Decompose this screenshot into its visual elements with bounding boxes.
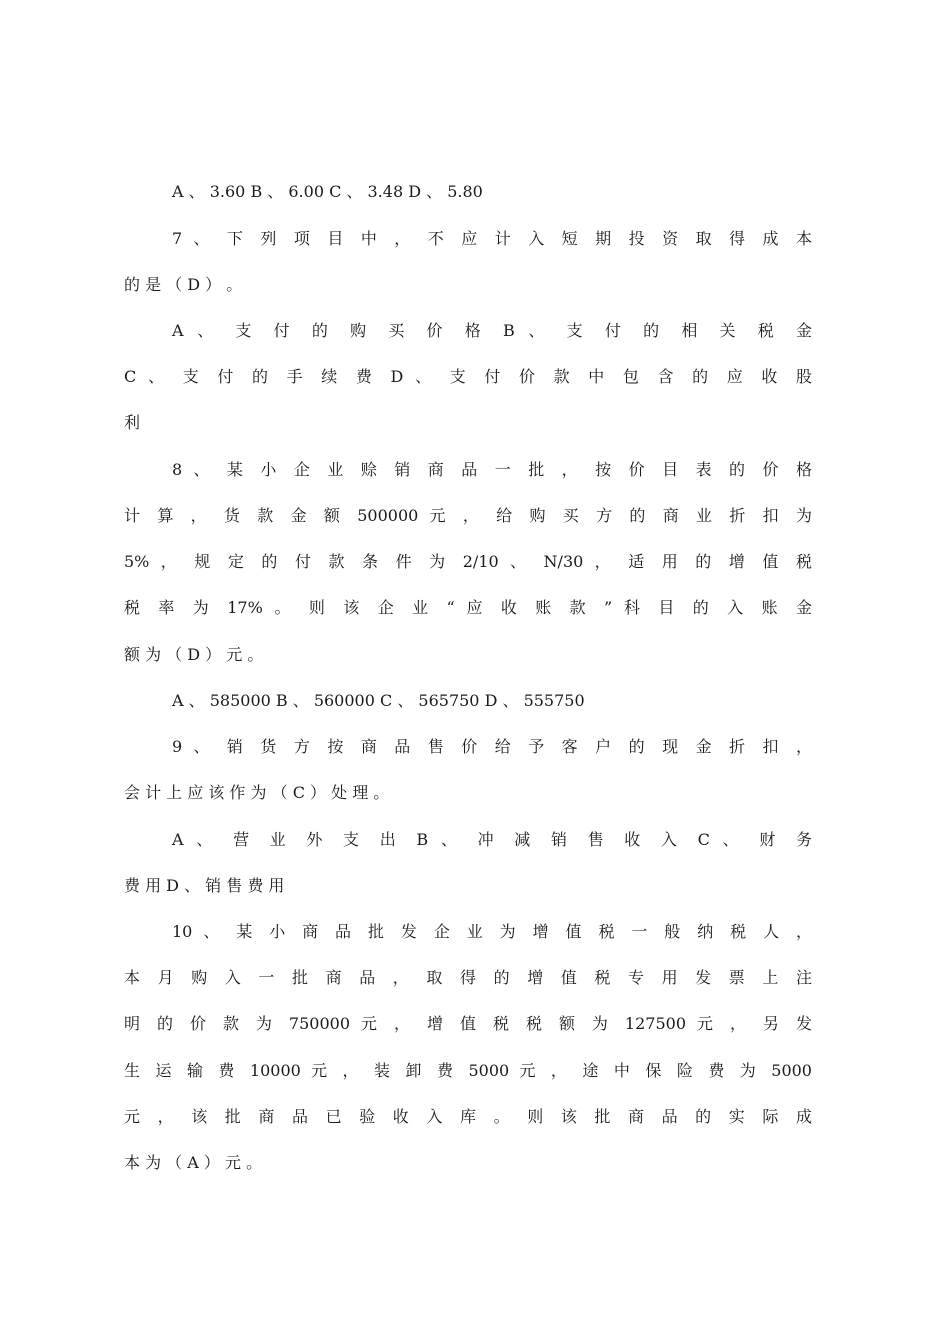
q7-options-line-3: 利 [124, 413, 141, 432]
q7-stem-line-1: 7 、 下 列 项 目 中 ， 不 应 计 入 短 期 投 资 取 得 成 本 [172, 229, 812, 248]
q8-stem-line-5: 额 为 （ D ） 元 。 [124, 645, 264, 664]
q6-options: A 、 3.60 B 、 6.00 C 、 3.48 D 、 5.80 [172, 182, 483, 201]
q10-stem-line-3: 明 的 价 款 为 750000 元 ， 增 值 税 税 额 为 127500 元 ， 另 发 [124, 1014, 812, 1033]
q7-stem-line-2: 的 是 （ D ） 。 [124, 275, 243, 294]
q8-stem-line-3: 5% ， 规 定 的 付 款 条 件 为 2/10 、 N/30 ， 适 用 的 增 值 税 [124, 552, 812, 571]
q7-options-line-2: C 、 支 付 的 手 续 费 D 、 支 付 价 款 中 包 含 的 应 收 股 [124, 367, 812, 386]
q10-stem-line-2: 本 月 购 入 一 批 商 品 ， 取 得 的 增 值 税 专 用 发 票 上 注 [124, 968, 812, 987]
q9-stem-line-2: 会 计 上 应 该 作 为 （ C ） 处 理 。 [124, 783, 390, 802]
q9-options-line-2: 费 用 D 、 销 售 费 用 [124, 876, 285, 895]
q10-stem-line-1: 10 、 某 小 商 品 批 发 企 业 为 增 值 税 一 般 纳 税 人 ， [172, 922, 812, 941]
q9-options-line-1: A 、 营 业 外 支 出 B 、 冲 减 销 售 收 入 C 、 财 务 [172, 830, 812, 849]
q8-stem-line-4: 税 率 为 17% 。 则 该 企 业 “ 应 收 账 款 ” 科 目 的 入 账 金 [124, 598, 812, 617]
q8-options: A 、 585000 B 、 560000 C 、 565750 D 、 555750 [172, 691, 585, 710]
q9-stem-line-1: 9 、 销 货 方 按 商 品 售 价 给 予 客 户 的 现 金 折 扣 ， [172, 737, 812, 756]
q10-stem-line-4: 生 运 输 费 10000 元 ， 装 卸 费 5000 元 ， 途 中 保 险 费 为 5000 [124, 1061, 812, 1080]
q10-stem-line-6: 本 为 （ A ） 元 。 [124, 1153, 263, 1172]
q8-stem-line-1: 8 、 某 小 企 业 赊 销 商 品 一 批 ， 按 价 目 表 的 价 格 [172, 460, 812, 479]
q7-options-line-1: A 、 支 付 的 购 买 价 格 B 、 支 付 的 相 关 税 金 [172, 321, 812, 340]
q8-stem-line-2: 计 算 ， 货 款 金 额 500000 元 ， 给 购 买 方 的 商 业 折 扣 为 [124, 506, 812, 525]
q10-stem-line-5: 元 ， 该 批 商 品 已 验 收 入 库 。 则 该 批 商 品 的 实 际 成 [124, 1107, 812, 1126]
